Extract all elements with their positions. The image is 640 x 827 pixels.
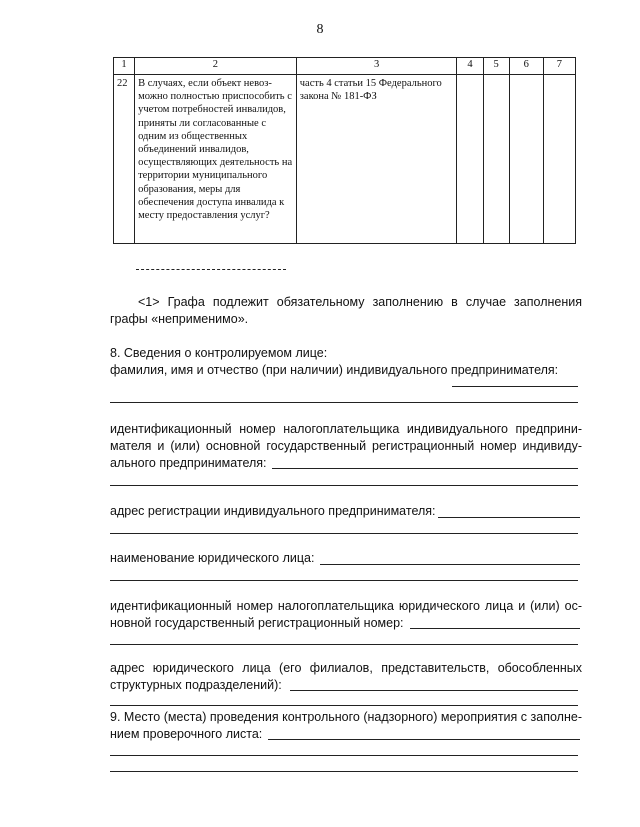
inn-ip-field-line-1[interactable] bbox=[272, 468, 578, 469]
place-field-line-1[interactable] bbox=[268, 739, 580, 740]
address-ip-label: адрес регистрации индивидуального предпринимателя: bbox=[110, 504, 436, 518]
col-header-4: 4 bbox=[457, 58, 483, 75]
address-ip-field-line-2[interactable] bbox=[110, 533, 578, 534]
col-header-5: 5 bbox=[483, 58, 509, 75]
place-field-line-3[interactable] bbox=[110, 771, 578, 772]
org-name-field-line-1[interactable] bbox=[320, 564, 580, 565]
col-header-3: 3 bbox=[296, 58, 457, 75]
table-row bbox=[114, 75, 576, 244]
checklist-table bbox=[113, 57, 576, 244]
question-cell: В случаях, если объект невозможно полностью приспособить с учетом потребностей инвалидов, приняты ли согласованные с одним из общественных объединений инвалидов, осуществляющих деятельность на территории муниципального образования, меры для обеспечения доступа инвалида к месту предоставления услуг? bbox=[135, 75, 297, 244]
reference-cell: часть 4 статьи 15 Федерального закона № 181-ФЗ bbox=[296, 75, 457, 244]
org-name-label: наименование юридического лица: bbox=[110, 551, 315, 565]
section-9-heading: 9. Место (места) проведения контрольного (надзорного) мероприятия с заполнением проверочного листа: bbox=[110, 710, 582, 741]
answer-cell-6[interactable] bbox=[509, 75, 543, 244]
inn-org-field-line-1[interactable] bbox=[410, 628, 580, 629]
col-header-1: 1 bbox=[114, 58, 135, 75]
col-header-6: 6 bbox=[509, 58, 543, 75]
address-org-field-line-1[interactable] bbox=[290, 690, 578, 691]
answer-cell-4[interactable] bbox=[457, 75, 483, 244]
inn-org-label: идентификационный номер налогоплательщика юридического лица и (или) основной государственный регистрационный номер: bbox=[110, 599, 582, 630]
page-number: 8 bbox=[316, 22, 324, 37]
col-header-7: 7 bbox=[543, 58, 575, 75]
footnote-text: <1> Графа подлежит обязательному заполнению в случае заполнения графы «неприменимо». bbox=[110, 295, 582, 326]
org-name-field-line-2[interactable] bbox=[110, 580, 578, 581]
address-org-label: адрес юридического лица (его филиалов, представительств, обособленных структурных подразделений): bbox=[110, 661, 582, 692]
address-ip-field-line-1[interactable] bbox=[438, 517, 580, 518]
fio-field-line-2[interactable] bbox=[110, 402, 578, 403]
fio-field-line-1[interactable] bbox=[452, 386, 578, 387]
place-field-line-2[interactable] bbox=[110, 755, 578, 756]
fio-label: фамилия, имя и отчество (при наличии) индивидуального предпринимателя: bbox=[110, 363, 559, 377]
col-header-2: 2 bbox=[135, 58, 297, 75]
inn-ip-field-line-2[interactable] bbox=[110, 485, 578, 486]
address-org-field-line-2[interactable] bbox=[110, 705, 578, 706]
footnote-separator bbox=[136, 269, 286, 270]
table-header-row bbox=[114, 58, 576, 75]
row-number: 22 bbox=[114, 75, 135, 244]
inn-org-field-line-2[interactable] bbox=[110, 644, 578, 645]
inn-ip-label: идентификационный номер налогоплательщика индивидуального предпринимателя и (или) основной государственный регистрационный номер индивидуального предпринимателя: bbox=[110, 422, 582, 470]
answer-cell-7[interactable] bbox=[543, 75, 575, 244]
answer-cell-5[interactable] bbox=[483, 75, 509, 244]
section-8-heading: 8. Сведения о контролируемом лице: bbox=[110, 346, 328, 360]
